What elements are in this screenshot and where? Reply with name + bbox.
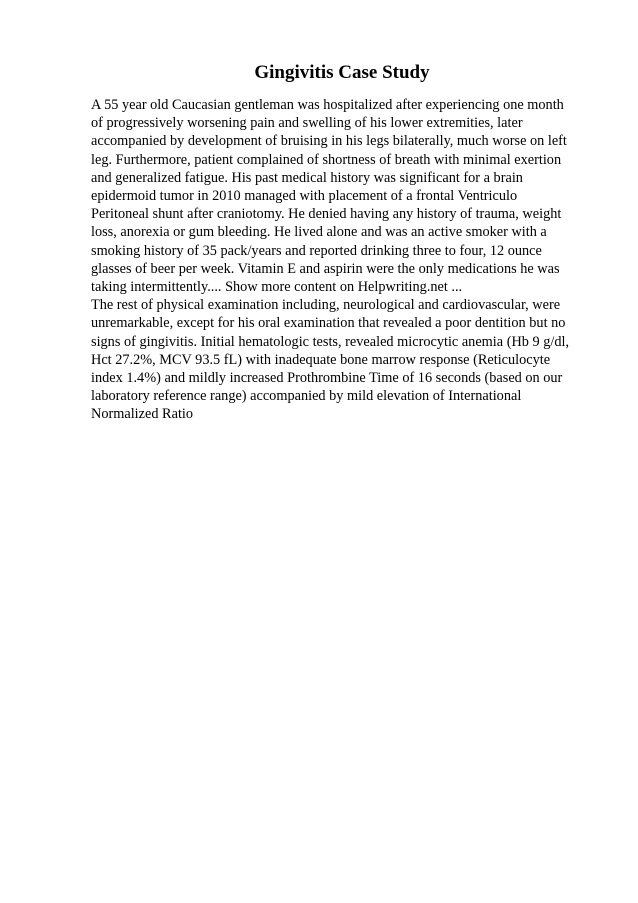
- body-line: loss, anorexia or gum bleeding. He lived alone and was an active smoker with a: [91, 224, 547, 241]
- body-line: Hct 27.2%, MCV 93.5 fL) with inadequate bone marrow response (Reticulocyte: [91, 351, 551, 368]
- body-line: A 55 year old Caucasian gentleman was hospitalized after experiencing one month: [91, 97, 564, 113]
- body-line: signs of gingivitis. Initial hematologic tests, revealed microcytic anemia (Hb 9 g/dl,: [91, 333, 570, 350]
- body-line: of progressively worsening pain and swelling of his lower extremities, later: [91, 115, 523, 132]
- document-title: Gingivitis Case Study: [254, 62, 430, 83]
- body-line: laboratory reference range) accompanied by mild elevation of International: [91, 388, 522, 405]
- body-line: leg. Furthermore, patient complained of shortness of breath with minimal exertion: [91, 151, 562, 168]
- body-line: Peritoneal shunt after craniotomy. He denied having any history of trauma, weight: [91, 206, 562, 223]
- body-line: epidermoid tumor in 2010 managed with placement of a frontal Ventriculo: [91, 188, 518, 205]
- body-line: glasses of beer per week. Vitamin E and aspirin were the only medications he was: [91, 260, 560, 277]
- body-line: index 1.4%) and mildly increased Prothrombine Time of 16 seconds (based on our: [91, 370, 563, 387]
- body-line: smoking history of 35 pack/years and reported drinking three to four, 12 ounce: [91, 242, 542, 259]
- document-body: [91, 96, 591, 424]
- body-line: unremarkable, except for his oral examination that revealed a poor dentition but no: [91, 315, 566, 332]
- body-line: The rest of physical examination including, neurological and cardiovascular, were: [91, 297, 561, 314]
- body-line: Normalized Ratio: [91, 406, 194, 423]
- body-line-show-more: taking intermittently.... Show more content on Helpwriting.net ...: [91, 279, 463, 296]
- body-line: and generalized fatigue. His past medical history was significant for a brain: [91, 169, 523, 186]
- body-line: accompanied by development of bruising in his legs bilaterally, much worse on left: [91, 133, 567, 150]
